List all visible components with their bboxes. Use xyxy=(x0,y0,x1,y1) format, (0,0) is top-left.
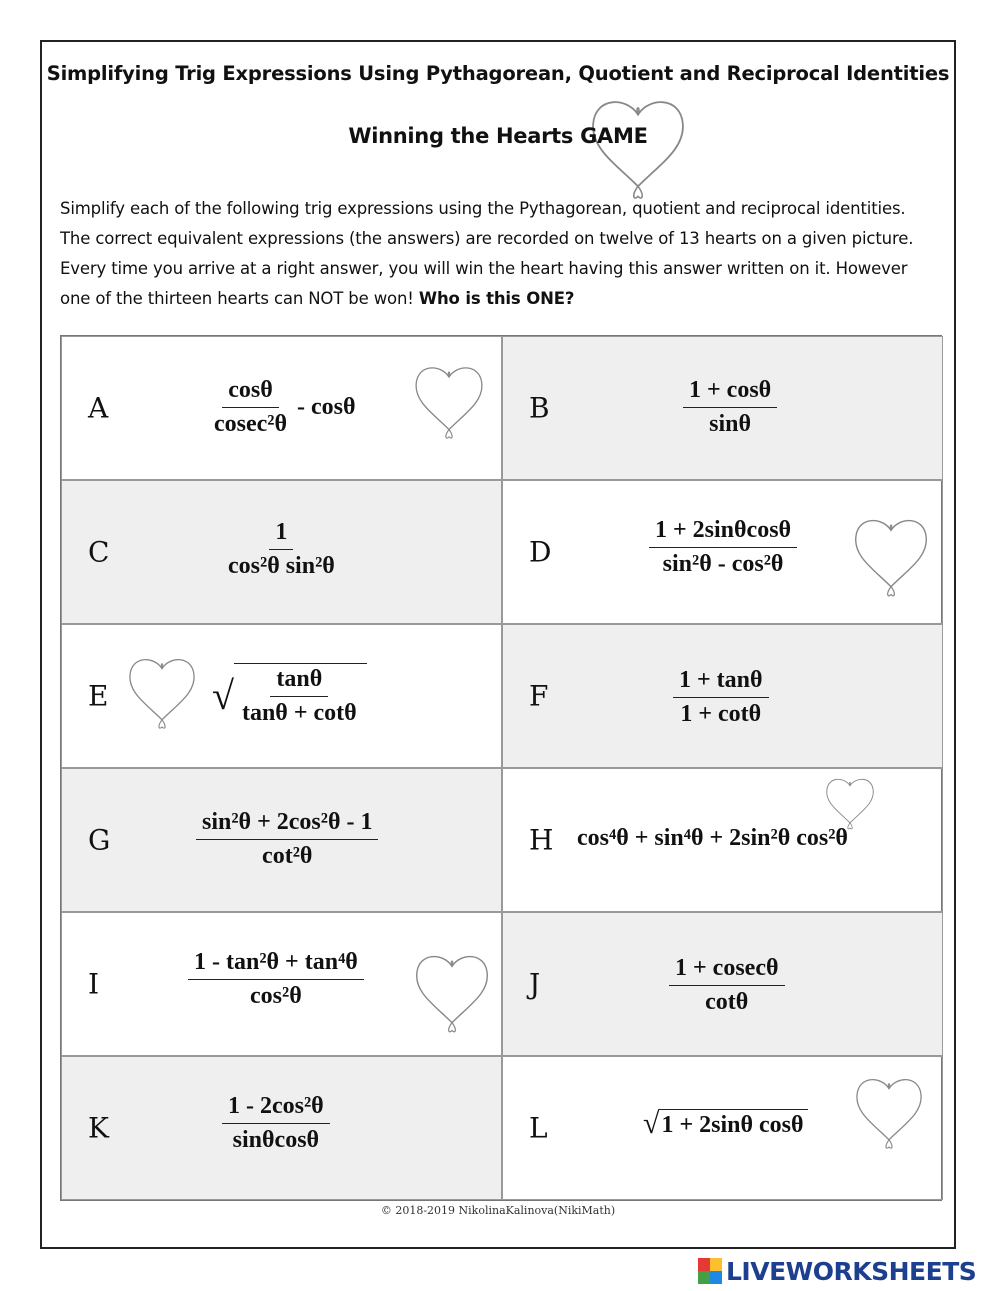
instructions xyxy=(60,194,934,314)
heart-outline-icon xyxy=(408,947,496,1035)
problem-expression xyxy=(673,667,769,728)
numerator: 1 + cosθ xyxy=(683,377,777,408)
problem-letter: D xyxy=(529,535,552,569)
problem-letter: H xyxy=(529,823,554,857)
problem-cell-j xyxy=(502,912,943,1056)
expression-tail: - cosθ xyxy=(297,394,356,420)
radical-sign: √ xyxy=(212,672,234,718)
fraction xyxy=(673,667,769,728)
numerator: 1 - tan²θ + tan⁴θ xyxy=(188,949,364,980)
inline-expression: cos⁴θ + sin⁴θ + 2sin²θ cos²θ xyxy=(577,825,848,851)
problem-cell-l xyxy=(502,1056,943,1200)
radical-sign: √ xyxy=(643,1107,660,1140)
fraction xyxy=(188,949,364,1010)
liveworksheets-icon xyxy=(698,1258,722,1284)
denominator: sinθcosθ xyxy=(232,1127,320,1153)
problem-expression xyxy=(669,955,785,1016)
problem-cell-e xyxy=(61,624,502,768)
denominator: cos²θ sin²θ xyxy=(228,553,335,579)
problem-expression xyxy=(577,825,848,852)
fraction xyxy=(236,666,363,727)
problem-expression xyxy=(222,1093,330,1154)
problem-cell-g xyxy=(61,768,502,912)
numerator: 1 + tanθ xyxy=(673,667,769,698)
problem-grid xyxy=(60,335,942,1201)
denominator: sinθ xyxy=(709,411,752,437)
numerator: sin²θ + 2cos²θ - 1 xyxy=(196,809,378,840)
denominator: cotθ xyxy=(705,989,749,1015)
problem-expression xyxy=(649,517,797,578)
problem-letter: L xyxy=(529,1111,548,1145)
problem-letter: E xyxy=(88,679,109,713)
radicand xyxy=(234,663,367,727)
problem-expression xyxy=(212,663,367,727)
problem-cell-k xyxy=(61,1056,502,1200)
denominator: 1 + cotθ xyxy=(680,701,762,727)
denominator: cos²θ xyxy=(250,983,302,1009)
instructions-text: Simplify each of the following trig expressions using the Pythagorean, quotient and reciprocal identities. The correct equivalent expressions (the answers) are recorded on twelve of 13 hearts on a given picture. Every time you arrive at a right answer, you will win the heart having this answer written on it. However one of the thirteen hearts can NOT be won! xyxy=(60,199,914,308)
logo-square xyxy=(710,1258,722,1271)
denominator: cosec²θ xyxy=(214,411,288,437)
problem-expression xyxy=(683,377,777,438)
logo-square xyxy=(698,1271,710,1284)
problem-expression xyxy=(188,949,364,1010)
problem-cell-f xyxy=(502,624,943,768)
problem-expression xyxy=(208,377,356,438)
heart-outline-icon xyxy=(821,773,879,831)
problem-expression xyxy=(196,809,378,870)
problem-letter: I xyxy=(88,967,100,1001)
fraction xyxy=(649,517,797,578)
heart-outline-icon xyxy=(408,359,490,441)
copyright-footer: © 2018-2019 NikolinaKalinova(NikiMath) xyxy=(380,1204,616,1217)
fraction xyxy=(196,809,378,870)
liveworksheets-wordmark: LIVEWORKSHEETS xyxy=(726,1256,977,1286)
problem-letter: F xyxy=(529,679,549,713)
fraction xyxy=(669,955,785,1016)
problem-letter: K xyxy=(88,1111,109,1145)
problem-cell-i xyxy=(61,912,502,1056)
heart-outline-icon xyxy=(122,651,202,731)
numerator: 1 + 2sinθcosθ xyxy=(649,517,797,548)
numerator: cosθ xyxy=(222,377,279,408)
fraction xyxy=(222,519,341,580)
problem-cell-d xyxy=(502,480,943,624)
fraction xyxy=(683,377,777,438)
instructions-question: Who is this ONE? xyxy=(418,289,575,308)
game-subtitle: Winning the Hearts GAME xyxy=(348,124,648,148)
denominator: sin²θ - cos²θ xyxy=(662,551,784,577)
numerator: 1 xyxy=(269,519,293,550)
problem-letter: G xyxy=(88,823,111,857)
problem-expression xyxy=(222,519,341,580)
problem-cell-a xyxy=(61,336,502,480)
fraction xyxy=(208,377,293,438)
problem-expression xyxy=(643,1107,808,1141)
liveworksheets-logo[interactable] xyxy=(698,1256,976,1286)
logo-square xyxy=(710,1271,722,1284)
problem-letter: A xyxy=(88,391,109,425)
problem-letter: J xyxy=(529,967,541,1001)
worksheet xyxy=(40,40,956,1249)
fraction xyxy=(222,1093,330,1154)
heart-outline-icon xyxy=(849,1071,929,1151)
problem-letter: C xyxy=(88,535,110,569)
problem-cell-c xyxy=(61,480,502,624)
heart-outline-icon xyxy=(847,511,935,599)
radicand: 1 + 2sinθ cosθ xyxy=(659,1109,807,1139)
square-root xyxy=(643,1107,808,1141)
numerator: tanθ xyxy=(270,666,328,697)
numerator: 1 + cosecθ xyxy=(669,955,785,986)
denominator: tanθ + cotθ xyxy=(241,700,357,726)
problem-cell-b xyxy=(502,336,943,480)
numerator: 1 - 2cos²θ xyxy=(222,1093,330,1124)
logo-square xyxy=(698,1258,710,1271)
denominator: cot²θ xyxy=(262,843,313,869)
problem-cell-h xyxy=(502,768,943,912)
square-root xyxy=(212,663,367,727)
worksheet-title: Simplifying Trig Expressions Using Pythagorean, Quotient and Reciprocal Identities xyxy=(46,62,950,85)
problem-letter: B xyxy=(529,391,550,425)
